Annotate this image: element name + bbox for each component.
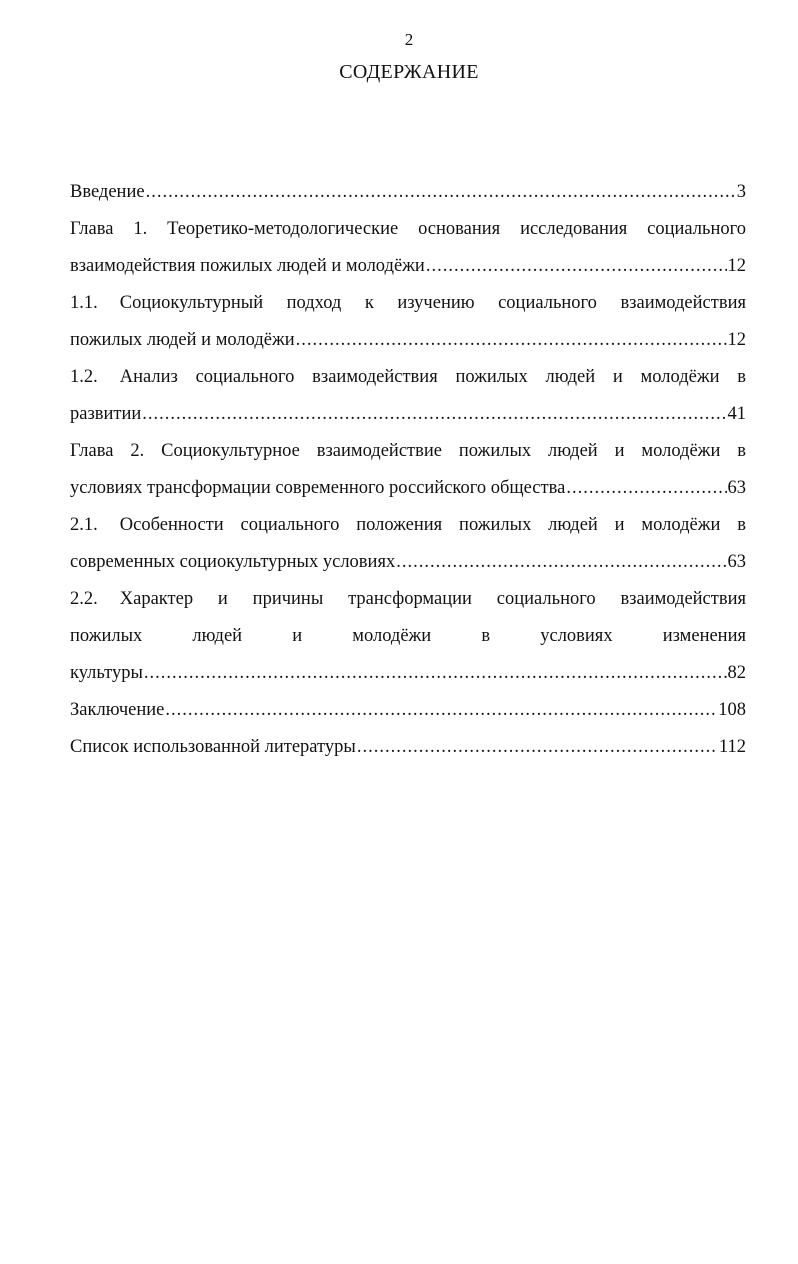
toc-page-number: 108 <box>718 700 746 720</box>
toc-page-number: 63 <box>727 478 746 498</box>
toc-line <box>70 174 746 211</box>
toc-entry-text: условиях трансформации современного российского общества <box>70 478 566 498</box>
toc-section-number: 1.1. <box>70 293 98 313</box>
toc-entry-text: Анализ социального взаимодействия пожилых людей и молодёжи в <box>119 367 746 387</box>
toc-leader <box>566 470 726 507</box>
toc-line <box>70 285 746 322</box>
toc-entry-section-1-1[interactable] <box>70 285 746 359</box>
toc-line <box>70 396 746 433</box>
toc-entry-conclusion[interactable] <box>70 692 746 729</box>
toc-entry-introduction[interactable] <box>70 174 746 211</box>
toc-entry-text: Социокультурный подход к изучению социального взаимодействия <box>119 293 746 313</box>
toc-entry-text: Глава 2. Социокультурное взаимодействие пожилых людей и молодёжи в <box>70 441 746 461</box>
toc-entry-text: пожилых людей и молодёжи в условиях изменения <box>70 626 746 646</box>
page-title: СОДЕРЖАНИЕ <box>339 61 479 83</box>
toc-entry-chapter-2[interactable] <box>70 433 746 507</box>
toc-entry-text: пожилых людей и молодёжи <box>70 330 295 350</box>
toc-line <box>70 692 746 729</box>
toc-entry-bibliography[interactable] <box>70 729 746 766</box>
toc-entry-text: Заключение <box>70 700 165 720</box>
toc-entry-text: Характер и причины трансформации социального взаимодействия <box>119 589 746 609</box>
toc-section-number: 2.1. <box>70 515 98 535</box>
page-number: 2 <box>404 30 414 49</box>
toc-entry-section-1-2[interactable] <box>70 359 746 433</box>
toc-page-number: 12 <box>727 256 746 276</box>
toc-line <box>70 544 746 581</box>
toc-entry-text: развитии <box>70 404 142 424</box>
toc-page-number: 63 <box>727 552 746 572</box>
toc-section-number: 2.2. <box>70 589 98 609</box>
toc-leader <box>142 396 726 433</box>
toc-line <box>70 581 746 618</box>
toc-leader <box>165 692 717 729</box>
toc-entry-section-2-1[interactable] <box>70 507 746 581</box>
toc-entry-section-2-2[interactable] <box>70 581 746 692</box>
toc-entry-text: современных социокультурных условиях <box>70 552 396 572</box>
toc-entry-text: Глава 1. Теоретико-методологические основания исследования социального <box>70 219 746 239</box>
toc-leader <box>426 248 727 285</box>
toc-section-number: 1.2. <box>70 367 98 387</box>
toc-leader <box>296 322 727 359</box>
toc-line <box>70 507 746 544</box>
toc-leader <box>144 655 727 692</box>
toc-entry-text: Особенности социального положения пожилых людей и молодёжи в <box>119 515 746 535</box>
toc-entry-text: взаимодействия пожилых людей и молодёжи <box>70 256 425 276</box>
toc-entry-text: Список использованной литературы <box>70 737 356 757</box>
toc-entry-text: Введение <box>70 182 145 202</box>
toc-line <box>70 359 746 396</box>
toc-line <box>70 729 746 766</box>
toc-page-number: 112 <box>718 737 746 757</box>
toc-page-number: 41 <box>727 404 746 424</box>
toc-entry-text: культуры <box>70 663 143 683</box>
table-of-contents <box>70 174 746 766</box>
toc-line <box>70 322 746 359</box>
toc-leader <box>396 544 726 581</box>
toc-page-number: 82 <box>727 663 746 683</box>
toc-line <box>70 655 746 692</box>
toc-entry-chapter-1[interactable] <box>70 211 746 285</box>
toc-leader <box>146 174 736 211</box>
toc-line <box>70 470 746 507</box>
toc-page-number: 3 <box>736 182 746 202</box>
toc-leader <box>357 729 718 766</box>
toc-page-number: 12 <box>727 330 746 350</box>
toc-line <box>70 248 746 285</box>
